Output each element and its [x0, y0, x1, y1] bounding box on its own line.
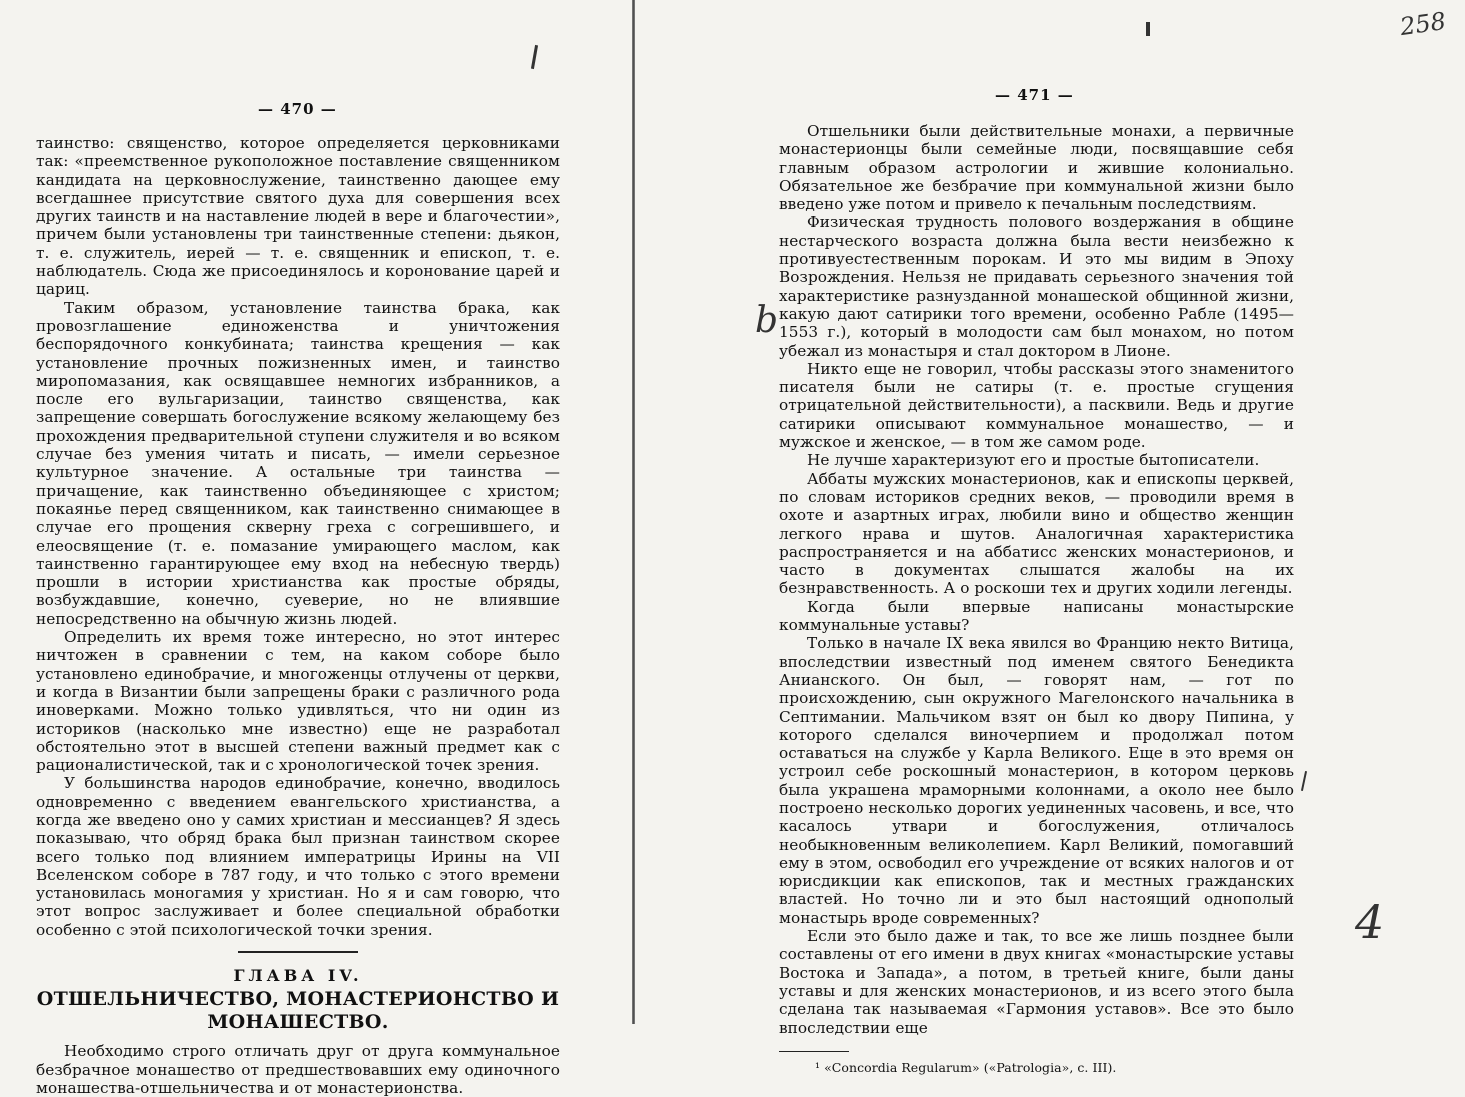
paragraph: Таким образом, установление таинства брака, как провозглашение единоженства и уничтожения беспорядочного конкубината; таинства крещения — как установление прочных пожизненных имен, и таинство миропомазания, как освящавшее немногих избранников, а после его вульгаризации, таинство священства, как запрещение совершать богослужение всякому желающему без прохождения предварительной ступени служителя и во всяком случае без умения читать и писать, — имели серьезное культурное значение. А остальные три таинства — причащение, как таинственно объединяющее с христом; покаянье перед священником, как таинственно снимающее в случае его прощения скверну греха с согрешившего, и елеосвящение (т. е. помазание умирающего маслом, как таинственно гарантирующее ему вход на небесную твердь) прошли в истории христианства как простые обряды, возбуждавшие, конечно, суеверие, но не влиявшие непосредственно на обычную жизнь людей. — [36, 298, 560, 628]
chapter-number: ГЛАВА IV. — [233, 966, 363, 986]
pen-mark — [1146, 22, 1150, 36]
handwritten-corner-mark: 4 — [1355, 895, 1385, 949]
handwritten-page-ref: 258 — [1398, 6, 1448, 42]
footnote-rule — [779, 1051, 849, 1052]
footnote: ¹ «Concordia Regularum» («Patrologia», c. III). — [815, 1059, 1117, 1075]
left-text-column — [36, 134, 560, 1097]
paragraph — [779, 927, 1294, 1037]
paragraph: Никто еще не говорил, чтобы рассказы этого знаменитого писателя были не сатиры (т. е. простые сгущения отрицательной действительности), а пасквили. Ведь и другие сатирики описывают коммунальное монашество, — и мужское и женское, — в том же самом роде. — [779, 359, 1294, 452]
paragraph: таинство: священство, которое определяется церковниками так: «преемственное рукоположное поставление священником кандидата на церковнослужение, таинственно дающее ему всегдашнее присутствие святого духа для совершения всех других таинств и на наставление людей в вере и благочестии», причем были установлены три таинственные степени: дьякон, т. е. служитель, иерей — т. е. священник и епископ, т. е. наблюдатель. Сюда же присоединялось и коронование царей и цариц. — [36, 134, 560, 299]
paragraph: Когда были впервые написаны монастырские коммунальные уставы? — [779, 597, 1294, 635]
paragraph: Только в начале IX века явился во Францию некто Витица, впоследствии известный под именем святого Бенедикта Анианского. Он был, — говорят нам, — гот по происхождению, сын окружного Магелонского начальника в Септимании. Мальчиком взят он был ко двору Пипина, у которого сделался виночерпием и продолжал потом оставаться на службе у Карла Великого. Еще в это время он устроил себе роскошный монастерион, в котором церковь была украшена мраморными колоннами, а около нее было построено несколько дорогих уединенных часовень, и все, что касалось утвари и богослужения, отличалось необыкновенным великолепием. Карл Великий, помогавший ему в этом, освободил его учреждение от всяких налогов и от юрисдикции как епископов, так и местных гражданских властей. Но точно ли и это был настоящий однополый монастырь вроде современных? — [779, 634, 1294, 927]
chapter-title: ОТШЕЛЬНИЧЕСТВО, МОНАСТЕРИОНСТВО И МОНАШЕСТВО. — [36, 988, 560, 1034]
right-page — [635, 0, 1465, 1075]
page-number-471: — 471 — — [995, 86, 1074, 104]
paragraph: Физическая трудность полового воздержания в общине нестарческого возраста должна была вести неизбежно к противуестественным порокам. И это мы видим в Эпоху Возрождения. Нельзя не придавать серьезного значения той характеристике разнузданной монашеской общинной жизни, какую дают сатирики того времени, особенно Рабле (1495—1553 г.), который в молодости сам был монахом, но потом убежал из монастыря и стал доктором в Лионе. — [779, 213, 1294, 360]
paragraph: У большинства народов единобрачие, конечно, вводилось одновременно с введением евангельского христианства, а когда же введено оно у самих христиан и мессианцев? Я здесь показываю, что обряд брака был признан таинством скорее всего только под влиянием императрицы Ирины на VII Вселенском соборе в 787 году, и что только с этого времени установилась моногамия у христиан. Но я и сам говорю, что этот вопрос заслуживает и более специальной обработки особенно с этой психологической точки зрения. — [36, 774, 560, 939]
page-number-470: — 470 — — [258, 100, 337, 118]
handwritten-margin-letter: b — [755, 300, 779, 341]
paragraph: Аббаты мужских монастерионов, как и епископы церквей, по словам историков средних веков, — проводили время в охоте и азартных играх, любили вино и общество женщин легкого нрава и шутов. Аналогичная характеристика распространяется и на аббатисс женских монастерионов, и часто в документах слышатся жалобы на их безнравственность. А о роскоши тех и других ходили легенды. — [779, 469, 1294, 598]
paragraph-text: Если это было даже и так, то все же лишь позднее были составлены от его имени в двух книгах «монастырские уставы Востока и Запада», а потом, в третьей книге, были даны уставы и для женских монастерионов, и из всего этого была сделана так называемая «Гармония уставов». Все это было впоследствии еще — [779, 927, 1294, 1037]
left-page — [0, 0, 632, 1097]
right-text-column — [779, 122, 1294, 1075]
paragraph: Необходимо строго отличать друг от друга коммунальное безбрачное монашество от предшествовавших ему одиночного монашества-отшельничества и от монастерионства. — [36, 1042, 560, 1097]
paragraph: Определить их время тоже интересно, но этот интерес ничтожен в сравнении с тем, на каком соборе было установлено единобрачие, и многоженцы отлучены от церкви, и когда в Византии были запрещены браки с различного рода иноверками. Можно только удивляться, что ни один из историков (насколько мне известно) еще не разработал обстоятельно этот в высшей степени важный предмет как с рационалистической, так и с хронологической точек зрения. — [36, 628, 560, 775]
chapter-separator — [238, 951, 358, 953]
paragraph: Не лучше характеризуют его и простые бытописатели. — [807, 451, 1260, 470]
paragraph: Отшельники были действительные монахи, а первичные монастерионцы были семейные люди, посвящавшие себя главным образом астрологии и жившие колониально. Обязательное же безбрачие при коммунальной жизни было введено уже потом и привело к печальным последствиям. — [779, 122, 1294, 214]
